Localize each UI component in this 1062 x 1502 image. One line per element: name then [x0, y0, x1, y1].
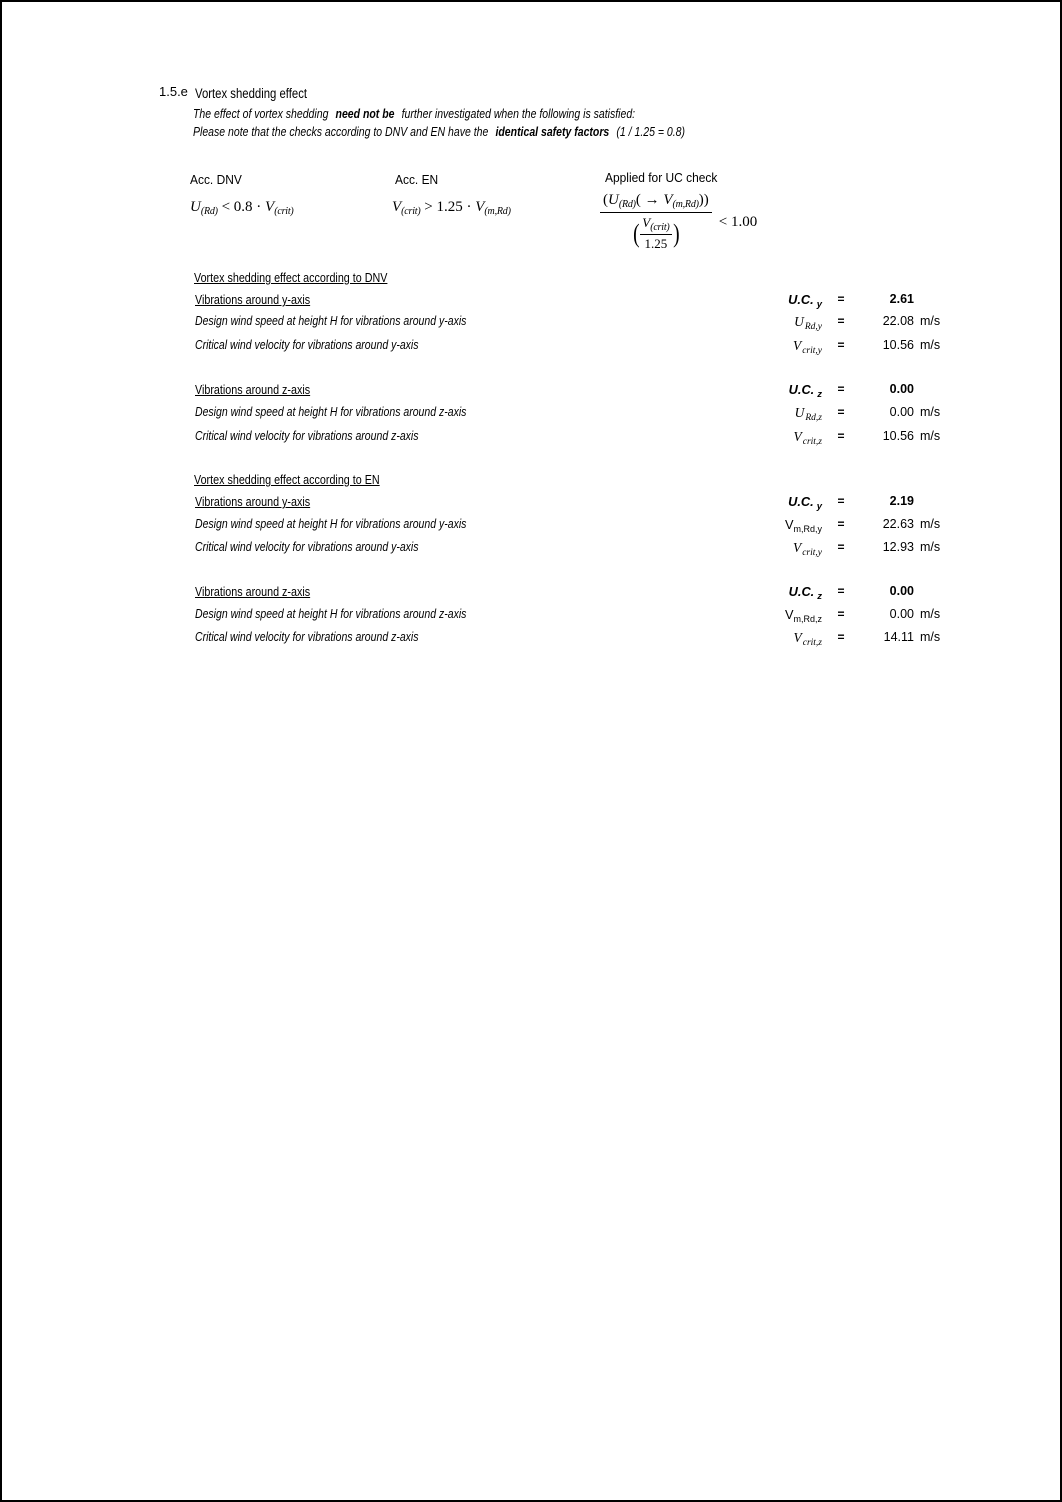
row-symbol: $V_{m,Rd,y}$	[784, 517, 822, 534]
criteria-header-uc: Applied for UC check	[605, 170, 718, 185]
uc-numerator: $(U_{(Rd)}( \to V_{(m,Rd)}))$	[600, 192, 712, 213]
note-2-prefix: Please note that the checks according to DNV and EN have the	[193, 125, 489, 139]
page-title	[195, 86, 328, 101]
row-value: 0.00	[889, 607, 914, 621]
row-unit: m/s	[920, 607, 941, 621]
row-value: 14.11	[883, 630, 914, 644]
data-row: Design wind speed at height H for vibrations around y-axis $U_{Rd,y}$ = 22.08 m/s	[195, 314, 941, 332]
row-value: 22.63	[882, 517, 914, 531]
uc-symbol: U.C. $_z$	[788, 382, 822, 400]
uc-symbol: U.C. $_y$	[788, 494, 822, 512]
formula-uc-check	[600, 192, 757, 252]
note-2-suffix: (1 / 1.25 = 0.8)	[616, 125, 685, 139]
row-symbol: $U_{Rd,y}$	[794, 314, 822, 332]
row-symbol: $V_{crit,y}$	[792, 338, 822, 356]
note-1-suffix: further investigated when the following is satisfied:	[401, 107, 636, 121]
page-title-text: Vortex shedding effect	[195, 86, 308, 101]
row-symbol: $U_{Rd,z}$	[794, 405, 822, 423]
row-unit: m/s	[920, 540, 941, 554]
row-unit: m/s	[920, 429, 941, 443]
row-value: 10.56	[882, 338, 914, 352]
row-value: 0.00	[889, 405, 914, 419]
data-row: Critical wind velocity for vibrations around y-axis $V_{crit,y}$ = 10.56 m/s	[195, 338, 941, 356]
uc-symbol: U.C. $_y$	[788, 292, 822, 310]
uc-value: 2.19	[889, 494, 914, 508]
row-unit: m/s	[920, 630, 941, 644]
criteria-header-en: Acc. EN	[395, 172, 439, 187]
note-1-emphasis: need not be	[335, 107, 395, 121]
section-number: 1.5.e	[159, 84, 188, 99]
arrow-right-glyph: →	[644, 192, 660, 208]
uc-symbol: U.C. $_z$	[788, 584, 822, 602]
row-value: 22.08	[882, 314, 914, 328]
section-heading-en: Vortex shedding effect according to EN	[194, 472, 380, 487]
row-unit: m/s	[920, 314, 941, 328]
row-unit: m/s	[920, 405, 941, 419]
note-1-prefix: The effect of vortex shedding	[193, 107, 329, 121]
section-heading-dnv: Vortex shedding effect according to DNV	[194, 270, 388, 285]
subheading-en-z: Vibrations around z-axis	[195, 584, 311, 599]
uc-value: 0.00	[889, 382, 914, 396]
note-line-2	[193, 125, 779, 139]
uc-fraction	[600, 192, 712, 252]
uc-value: 2.61	[889, 292, 914, 306]
subheading-dnv-y: Vibrations around y-axis	[195, 292, 311, 307]
row-value: 10.56	[882, 429, 914, 443]
data-row: Critical wind velocity for vibrations around y-axis $V_{crit,y}$ = 12.93 m/s	[195, 540, 941, 558]
data-row: Design wind speed at height H for vibrations around z-axis $U_{Rd,z}$ = 0.00 m/s	[195, 405, 941, 423]
subheading-en-y: Vibrations around y-axis	[195, 494, 311, 509]
formula-dnv: $U_{(Rd)} < 0.8 \cdot V_{(crit)}$	[190, 199, 294, 217]
note-2-emphasis: identical safety factors	[495, 125, 610, 139]
row-symbol: $V_{crit,z}$	[793, 429, 822, 447]
row-unit: m/s	[920, 517, 941, 531]
subhead-row: Vibrations around z-axis U.C. $_z$ = 0.00	[195, 584, 914, 602]
data-row: Design wind speed at height H for vibrations around z-axis $V_{m,Rd,z}$ = 0.00 m/s	[195, 607, 941, 624]
uc-denominator: ( $V_{(crit)}$ 1.25 )	[632, 215, 680, 251]
data-row: Critical wind velocity for vibrations around z-axis $V_{crit,z}$ = 10.56 m/s	[195, 429, 941, 447]
data-row: Critical wind velocity for vibrations around z-axis $V_{crit,z}$ = 14.11 m/s	[195, 630, 941, 648]
subhead-row: Vibrations around y-axis U.C. $_y$ = 2.19	[195, 494, 914, 512]
row-value: 12.93	[882, 540, 914, 554]
subhead-row: Vibrations around y-axis U.C. $_y$ = 2.61	[195, 292, 914, 310]
row-symbol: $V_{crit,y}$	[792, 540, 822, 558]
row-symbol: $V_{m,Rd,z}$	[784, 607, 822, 624]
criteria-header-dnv: Acc. DNV	[190, 172, 242, 187]
uc-value: 0.00	[889, 584, 914, 598]
row-unit: m/s	[920, 338, 941, 352]
subhead-row: Vibrations around z-axis U.C. $_z$ = 0.00	[195, 382, 914, 400]
uc-comparison: < 1.00	[718, 213, 758, 230]
data-row: Design wind speed at height H for vibrations around y-axis $V_{m,Rd,y}$ = 22.63 m/s	[195, 517, 941, 534]
note-line-1	[193, 107, 719, 121]
subheading-dnv-z: Vibrations around z-axis	[195, 382, 311, 397]
row-symbol: $V_{crit,z}$	[793, 630, 822, 648]
formula-en: $V_{(crit)} > 1.25 \cdot V_{(m,Rd)}$	[392, 199, 511, 217]
